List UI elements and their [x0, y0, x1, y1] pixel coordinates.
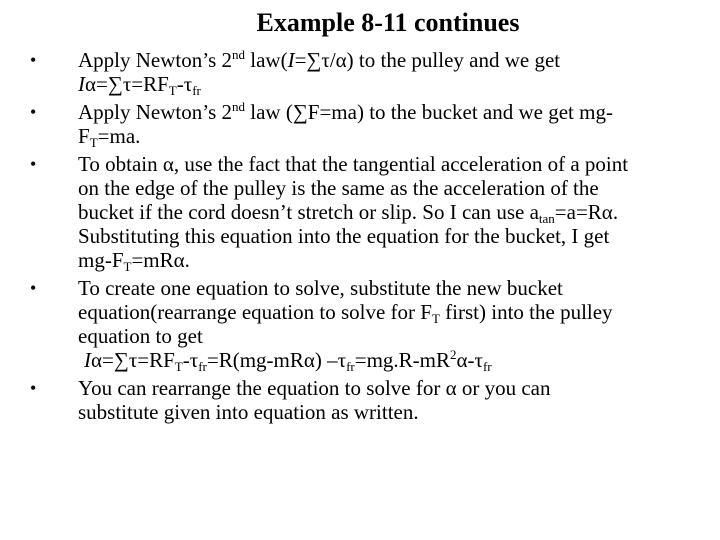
- bullet-item: [30, 376, 714, 424]
- bullet-line: $mg-F_T=mR\alpha$.: [78, 248, 190, 274]
- bullet-line: bucket if the cord doesn’t stretch or slip. So I can use $a_{tan}=a=R\alpha$.: [78, 200, 619, 226]
- italic-symbol: I: [78, 72, 85, 96]
- bullet-line: $I\alpha=\sum\tau=RF_T-\tau_{fr}=R(mg-mR\alpha)$ $-\tau_{fr}=mg.R-mR^2\alpha-\tau_{fr}$: [84, 347, 492, 374]
- bullet-line: equation to get: [78, 324, 203, 348]
- subscript: T: [174, 359, 183, 374]
- subscript: tan: [538, 211, 555, 226]
- bullet-line: You can rearrange the equation to solve for α or you can: [78, 376, 551, 400]
- bullet-line: To obtain α, use the fact that the tangential acceleration of a point: [78, 152, 629, 176]
- bullet-marker: •: [30, 102, 37, 122]
- bullet-line: To create one equation to solve, substitute the new bucket: [78, 276, 563, 300]
- bullet-item: [30, 152, 714, 272]
- bullet-item: [30, 48, 714, 96]
- bullet-line: on the edge of the pulley is the same as the acceleration of the: [78, 176, 599, 200]
- bullet-line: Apply Newton’s 2nd law (∑F=ma) to the bucket and we get mg-: [78, 99, 613, 124]
- bullet-item: [30, 276, 714, 372]
- bullet-line: substitute given into equation as written.: [78, 400, 419, 424]
- subscript: T: [89, 135, 98, 150]
- italic-symbol: I: [84, 348, 91, 372]
- bullet-list: [30, 48, 714, 424]
- bullet-marker: •: [30, 278, 37, 298]
- bullet-item: [30, 100, 714, 148]
- subscript: T: [431, 311, 440, 326]
- superscript: nd: [232, 99, 245, 114]
- bullet-marker: •: [30, 50, 37, 70]
- subscript: fr: [346, 359, 355, 374]
- subscript: T: [123, 259, 132, 274]
- superscript: 2: [450, 347, 457, 362]
- bullet-line: $I\alpha=\sum\tau=RF_T-\tau_{fr}$: [78, 72, 201, 98]
- subscript: fr: [192, 83, 201, 98]
- bullet-line: Apply Newton’s 2nd law(I=∑τ/α) to the pulley and we get: [78, 47, 561, 72]
- superscript: nd: [232, 47, 245, 62]
- bullet-line: $F_T=ma$.: [78, 124, 141, 150]
- bullet-marker: •: [30, 154, 37, 174]
- subscript: fr: [198, 359, 207, 374]
- bullet-line: equation(rearrange equation to solve for $F_T$ first) into the pulley: [78, 300, 613, 326]
- slide-title: Example 8-11 continues: [256, 8, 520, 37]
- subscript: T: [168, 83, 177, 98]
- bullet-marker: •: [30, 378, 37, 398]
- italic-symbol: I: [287, 48, 295, 72]
- bullet-line: Substituting this equation into the equation for the bucket, I get: [78, 224, 610, 248]
- subscript: fr: [482, 359, 492, 374]
